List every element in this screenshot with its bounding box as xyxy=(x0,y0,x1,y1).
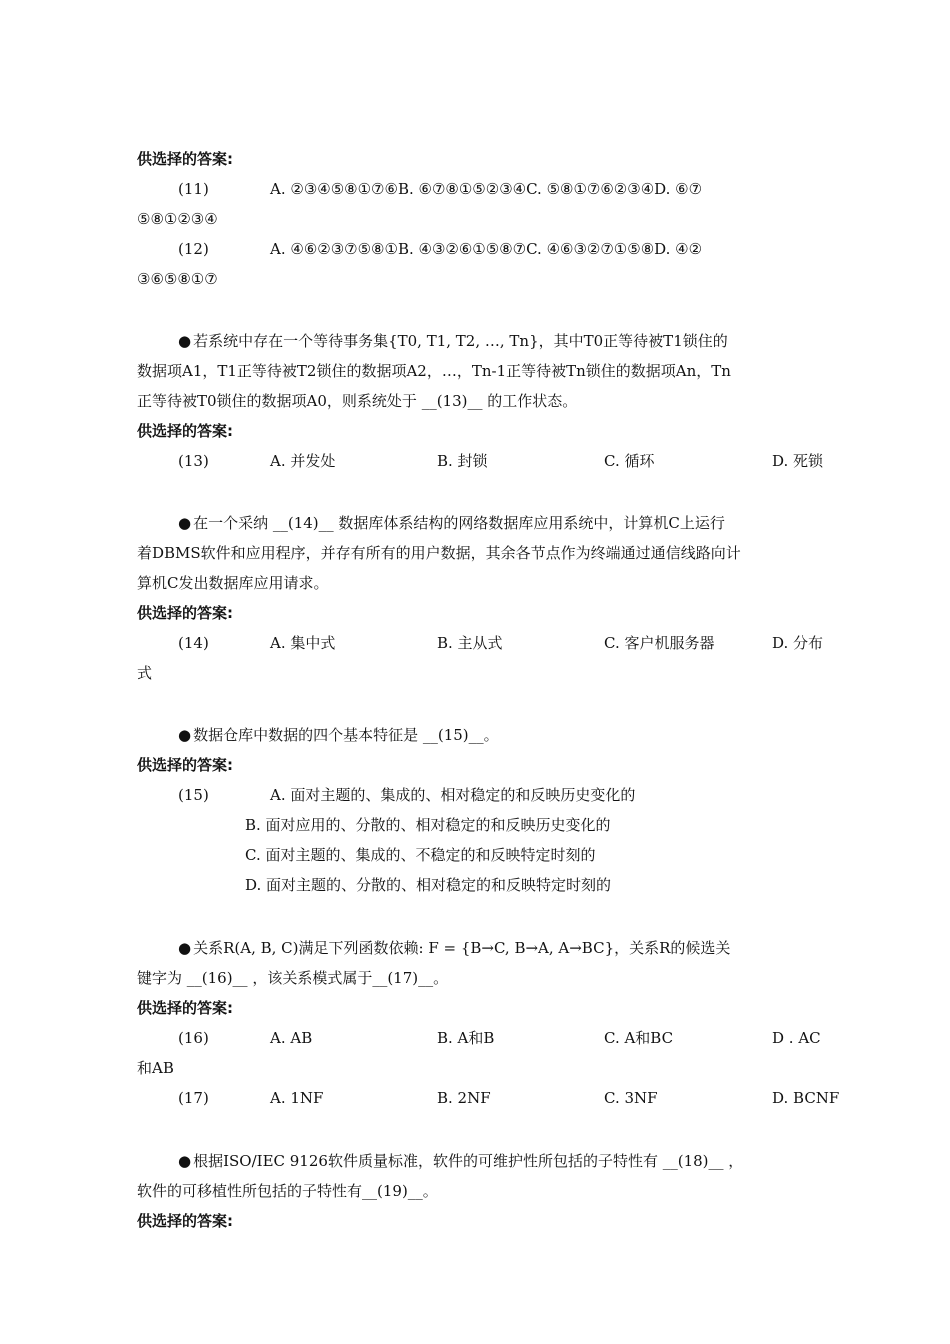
option-c: C. 客户机服务器 xyxy=(604,634,715,652)
question-number: (17) xyxy=(178,1089,209,1107)
answer-options: A. ②③④⑤⑧①⑦⑥B. ⑥⑦⑧①⑤②③④C. ⑤⑧①⑦⑥②③④D. ⑥⑦ xyxy=(270,180,703,198)
answer-options: A. ④⑥②③⑦⑤⑧①B. ④③②⑥①⑤⑧⑦C. ④⑥③②⑦①⑤⑧D. ④② xyxy=(270,240,703,258)
option-a: A. 并发处 xyxy=(270,452,336,470)
option-d: D. 分布 xyxy=(772,634,824,652)
option-d: D. BCNF xyxy=(772,1089,840,1107)
bullet-icon: ● xyxy=(178,939,192,957)
question-line: 数据仓库中数据的四个基本特征是 __(15)__。 xyxy=(193,726,499,744)
answer-header: 供选择的答案: xyxy=(137,999,233,1017)
question-line: 在一个采纳 __(14)__ 数据库体系结构的网络数据库应用系统中，计算机C上运行 xyxy=(193,514,725,532)
option-b: B. 主从式 xyxy=(437,634,503,652)
option-a: A. 集中式 xyxy=(270,634,336,652)
option-c: C. 面对主题的、集成的、不稳定的和反映特定时刻的 xyxy=(245,846,596,864)
option-b: B. A和B xyxy=(437,1029,495,1047)
option-d: D . AC xyxy=(772,1029,821,1047)
answer-header: 供选择的答案: xyxy=(137,756,233,774)
answer-header: 供选择的答案: xyxy=(137,604,233,622)
option-c: C. 3NF xyxy=(604,1089,658,1107)
answer-header: 供选择的答案: xyxy=(137,1212,233,1230)
question-number: (12) xyxy=(178,240,209,258)
bullet-icon: ● xyxy=(178,1152,192,1170)
question-number: (13) xyxy=(178,452,209,470)
option-a: A. 面对主题的、集成的、相对稳定的和反映历史变化的 xyxy=(270,786,636,804)
question-line: 键字为 __(16)__ ，该关系模式属于__(17)__。 xyxy=(137,969,449,987)
option-a: A. 1NF xyxy=(270,1089,324,1107)
bullet-icon: ● xyxy=(178,332,192,350)
question-line: 软件的可移植性所包括的子特性有__(19)__。 xyxy=(137,1182,438,1200)
question-number: (14) xyxy=(178,634,209,652)
question-line: 数据项A1，T1正等待被T2锁住的数据项A2，…，Tn-1正等待被Tn锁住的数据项An，Tn xyxy=(137,362,731,380)
option-c: C. A和BC xyxy=(604,1029,674,1047)
question-text xyxy=(178,512,725,534)
question-line: 正等待被T0锁住的数据项A0，则系统处于 __(13)__ 的工作状态。 xyxy=(137,392,578,410)
question-line: 关系R(A, B, C)满足下列函数依赖: F = {B→C, B→A, A→BC}，关系R的候选关 xyxy=(193,939,731,957)
question-line: 若系统中存在一个等待事务集{T0, T1, T2, …, Tn}，其中T0正等待被T1锁住的 xyxy=(193,332,728,350)
question-number: (16) xyxy=(178,1029,209,1047)
answer-header: 供选择的答案: xyxy=(137,150,233,168)
option-d: D. 面对主题的、分散的、相对稳定的和反映特定时刻的 xyxy=(245,876,612,894)
question-line: 着DBMS软件和应用程序，并存有所有的用户数据，其余各节点作为终端通过通信线路向计 xyxy=(137,544,741,562)
answer-options-continued: ⑤⑧①②③④ xyxy=(137,210,218,228)
option-a: A. AB xyxy=(270,1029,313,1047)
option-continued: 式 xyxy=(137,664,153,682)
question-text xyxy=(178,937,730,959)
option-d: D. 死锁 xyxy=(772,452,824,470)
question-text xyxy=(178,330,728,352)
option-b: B. 2NF xyxy=(437,1089,491,1107)
option-c: C. 循环 xyxy=(604,452,655,470)
question-text xyxy=(178,1150,743,1172)
question-number: (11) xyxy=(178,180,209,198)
answer-options-continued: ③⑥⑤⑧①⑦ xyxy=(137,270,218,288)
bullet-icon: ● xyxy=(178,726,192,744)
question-line: 根据ISO/IEC 9126软件质量标准，软件的可维护性所包括的子特性有 __(18)__ ， xyxy=(193,1152,744,1170)
option-b: B. 封锁 xyxy=(437,452,488,470)
bullet-icon: ● xyxy=(178,514,192,532)
option-continued: 和AB xyxy=(137,1059,174,1077)
question-number: (15) xyxy=(178,786,209,804)
question-text xyxy=(178,724,499,746)
option-b: B. 面对应用的、分散的、相对稳定的和反映历史变化的 xyxy=(245,816,611,834)
answer-header: 供选择的答案: xyxy=(137,422,233,440)
question-line: 算机C发出数据库应用请求。 xyxy=(137,574,329,592)
